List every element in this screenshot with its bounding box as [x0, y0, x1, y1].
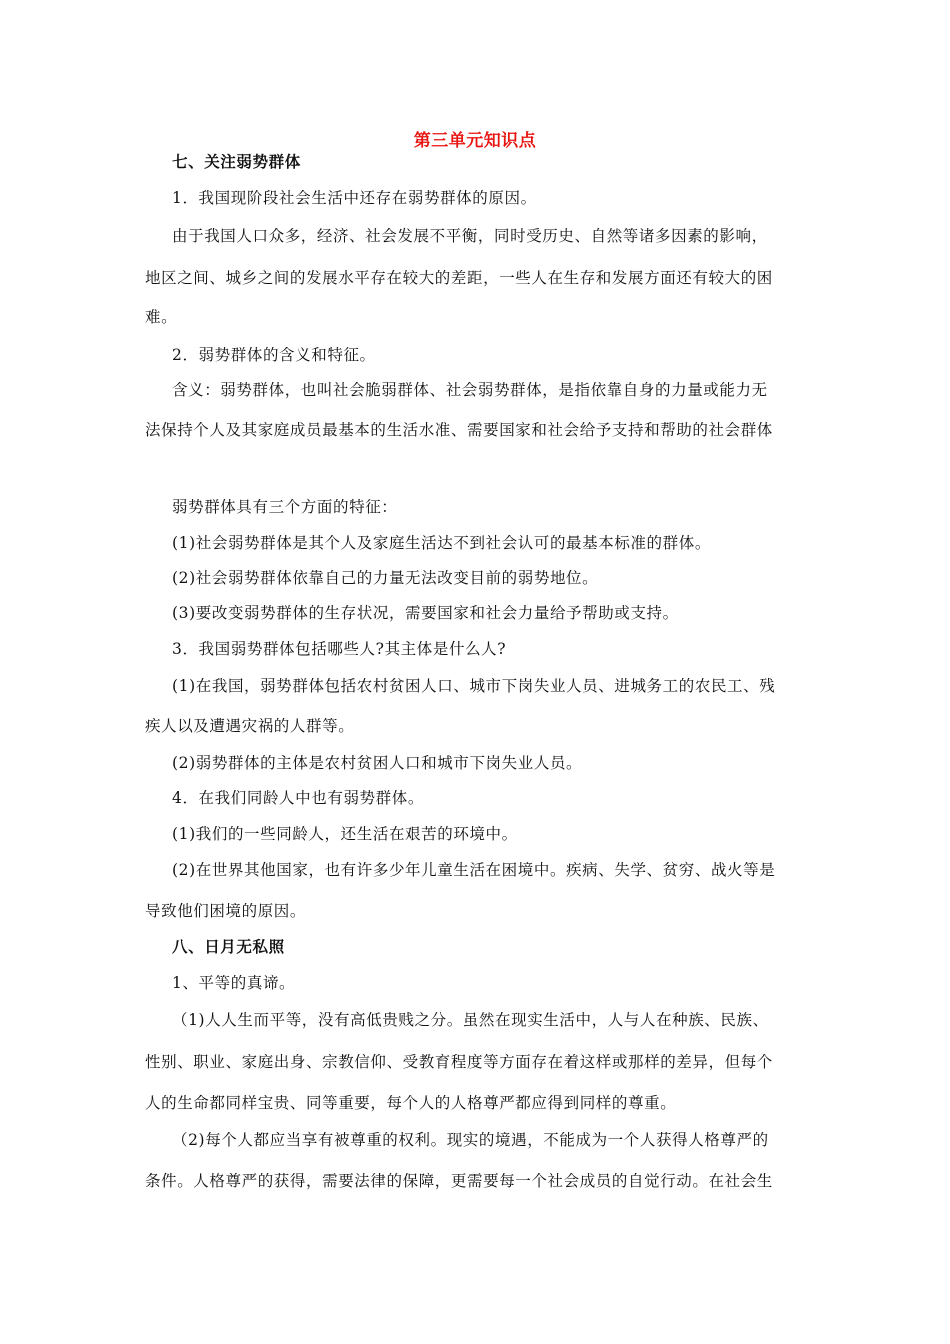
text-line: 导致他们困境的原因。 — [145, 902, 307, 920]
text-line: 弱势群体具有三个方面的特征： — [172, 498, 398, 516]
text-line: (2)在世界其他国家，也有许多少年儿童生活在困境中。疾病、失学、贫穷、战火等是 — [172, 861, 776, 879]
page-title: 第三单元知识点 — [413, 131, 537, 151]
text-line: 地区之间、城乡之间的发展水平存在较大的差距，一些人在生存和发展方面还有较大的困 — [145, 269, 773, 287]
text-line: 含义：弱势群体，也叫社会脆弱群体、社会弱势群体，是指依靠自身的力量或能力无 — [172, 381, 768, 399]
text-line: 1．我国现阶段社会生活中还存在弱势群体的原因。 — [172, 189, 537, 207]
text-line: 疾人以及遭遇灾祸的人群等。 — [145, 717, 355, 735]
text-line: 2．弱势群体的含义和特征。 — [172, 346, 376, 364]
text-line: (1)我们的一些同龄人，还生活在艰苦的环境中。 — [172, 825, 518, 843]
text-line: 1、平等的真谛。 — [172, 974, 296, 992]
text-line: 难。 — [145, 308, 178, 326]
text-line: （1)人人生而平等，没有高低贵贱之分。虽然在现实生活中，人与人在种族、民族、 — [172, 1011, 769, 1029]
text-line: 条件。人格尊严的获得，需要法律的保障，更需要每一个社会成员的自觉行动。在社会生 — [145, 1172, 773, 1190]
text-line: (1)在我国，弱势群体包括农村贫困人口、城市下岗失业人员、进城务工的农民工、残 — [172, 677, 776, 695]
text-line: (2)弱势群体的主体是农村贫困人口和城市下岗失业人员。 — [172, 754, 583, 772]
text-line: 由于我国人口众多，经济、社会发展不平衡，同时受历史、自然等诸多因素的影响， — [172, 227, 768, 245]
text-line: (1)社会弱势群体是其个人及家庭生活达不到社会认可的最基本标准的群体。 — [172, 534, 711, 552]
text-line: 人的生命都同样宝贵、同等重要，每个人的人格尊严都应得到同样的尊重。 — [145, 1094, 677, 1112]
text-line: 3．我国弱势群体包括哪些人?其主体是什么人? — [172, 640, 507, 658]
text-line: (3)要改变弱势群体的生存状况，需要国家和社会力量给予帮助或支持。 — [172, 604, 679, 622]
text-line: 法保持个人及其家庭成员最基本的生活水准、需要国家和社会给予支持和帮助的社会群体 — [145, 421, 773, 439]
text-line: 4．在我们同龄人中也有弱势群体。 — [172, 789, 424, 807]
text-line: 性别、职业、家庭出身、宗教信仰、受教育程度等方面存在着这样或那样的差异，但每个 — [145, 1053, 773, 1071]
text-line: （2)每个人都应当享有被尊重的权利。现实的境遇，不能成为一个人获得人格尊严的 — [172, 1131, 769, 1149]
section-heading: 八、日月无私照 — [172, 938, 285, 956]
section-heading: 七、关注弱势群体 — [172, 153, 301, 171]
text-line: (2)社会弱势群体依靠自己的力量无法改变目前的弱势地位。 — [172, 569, 599, 587]
